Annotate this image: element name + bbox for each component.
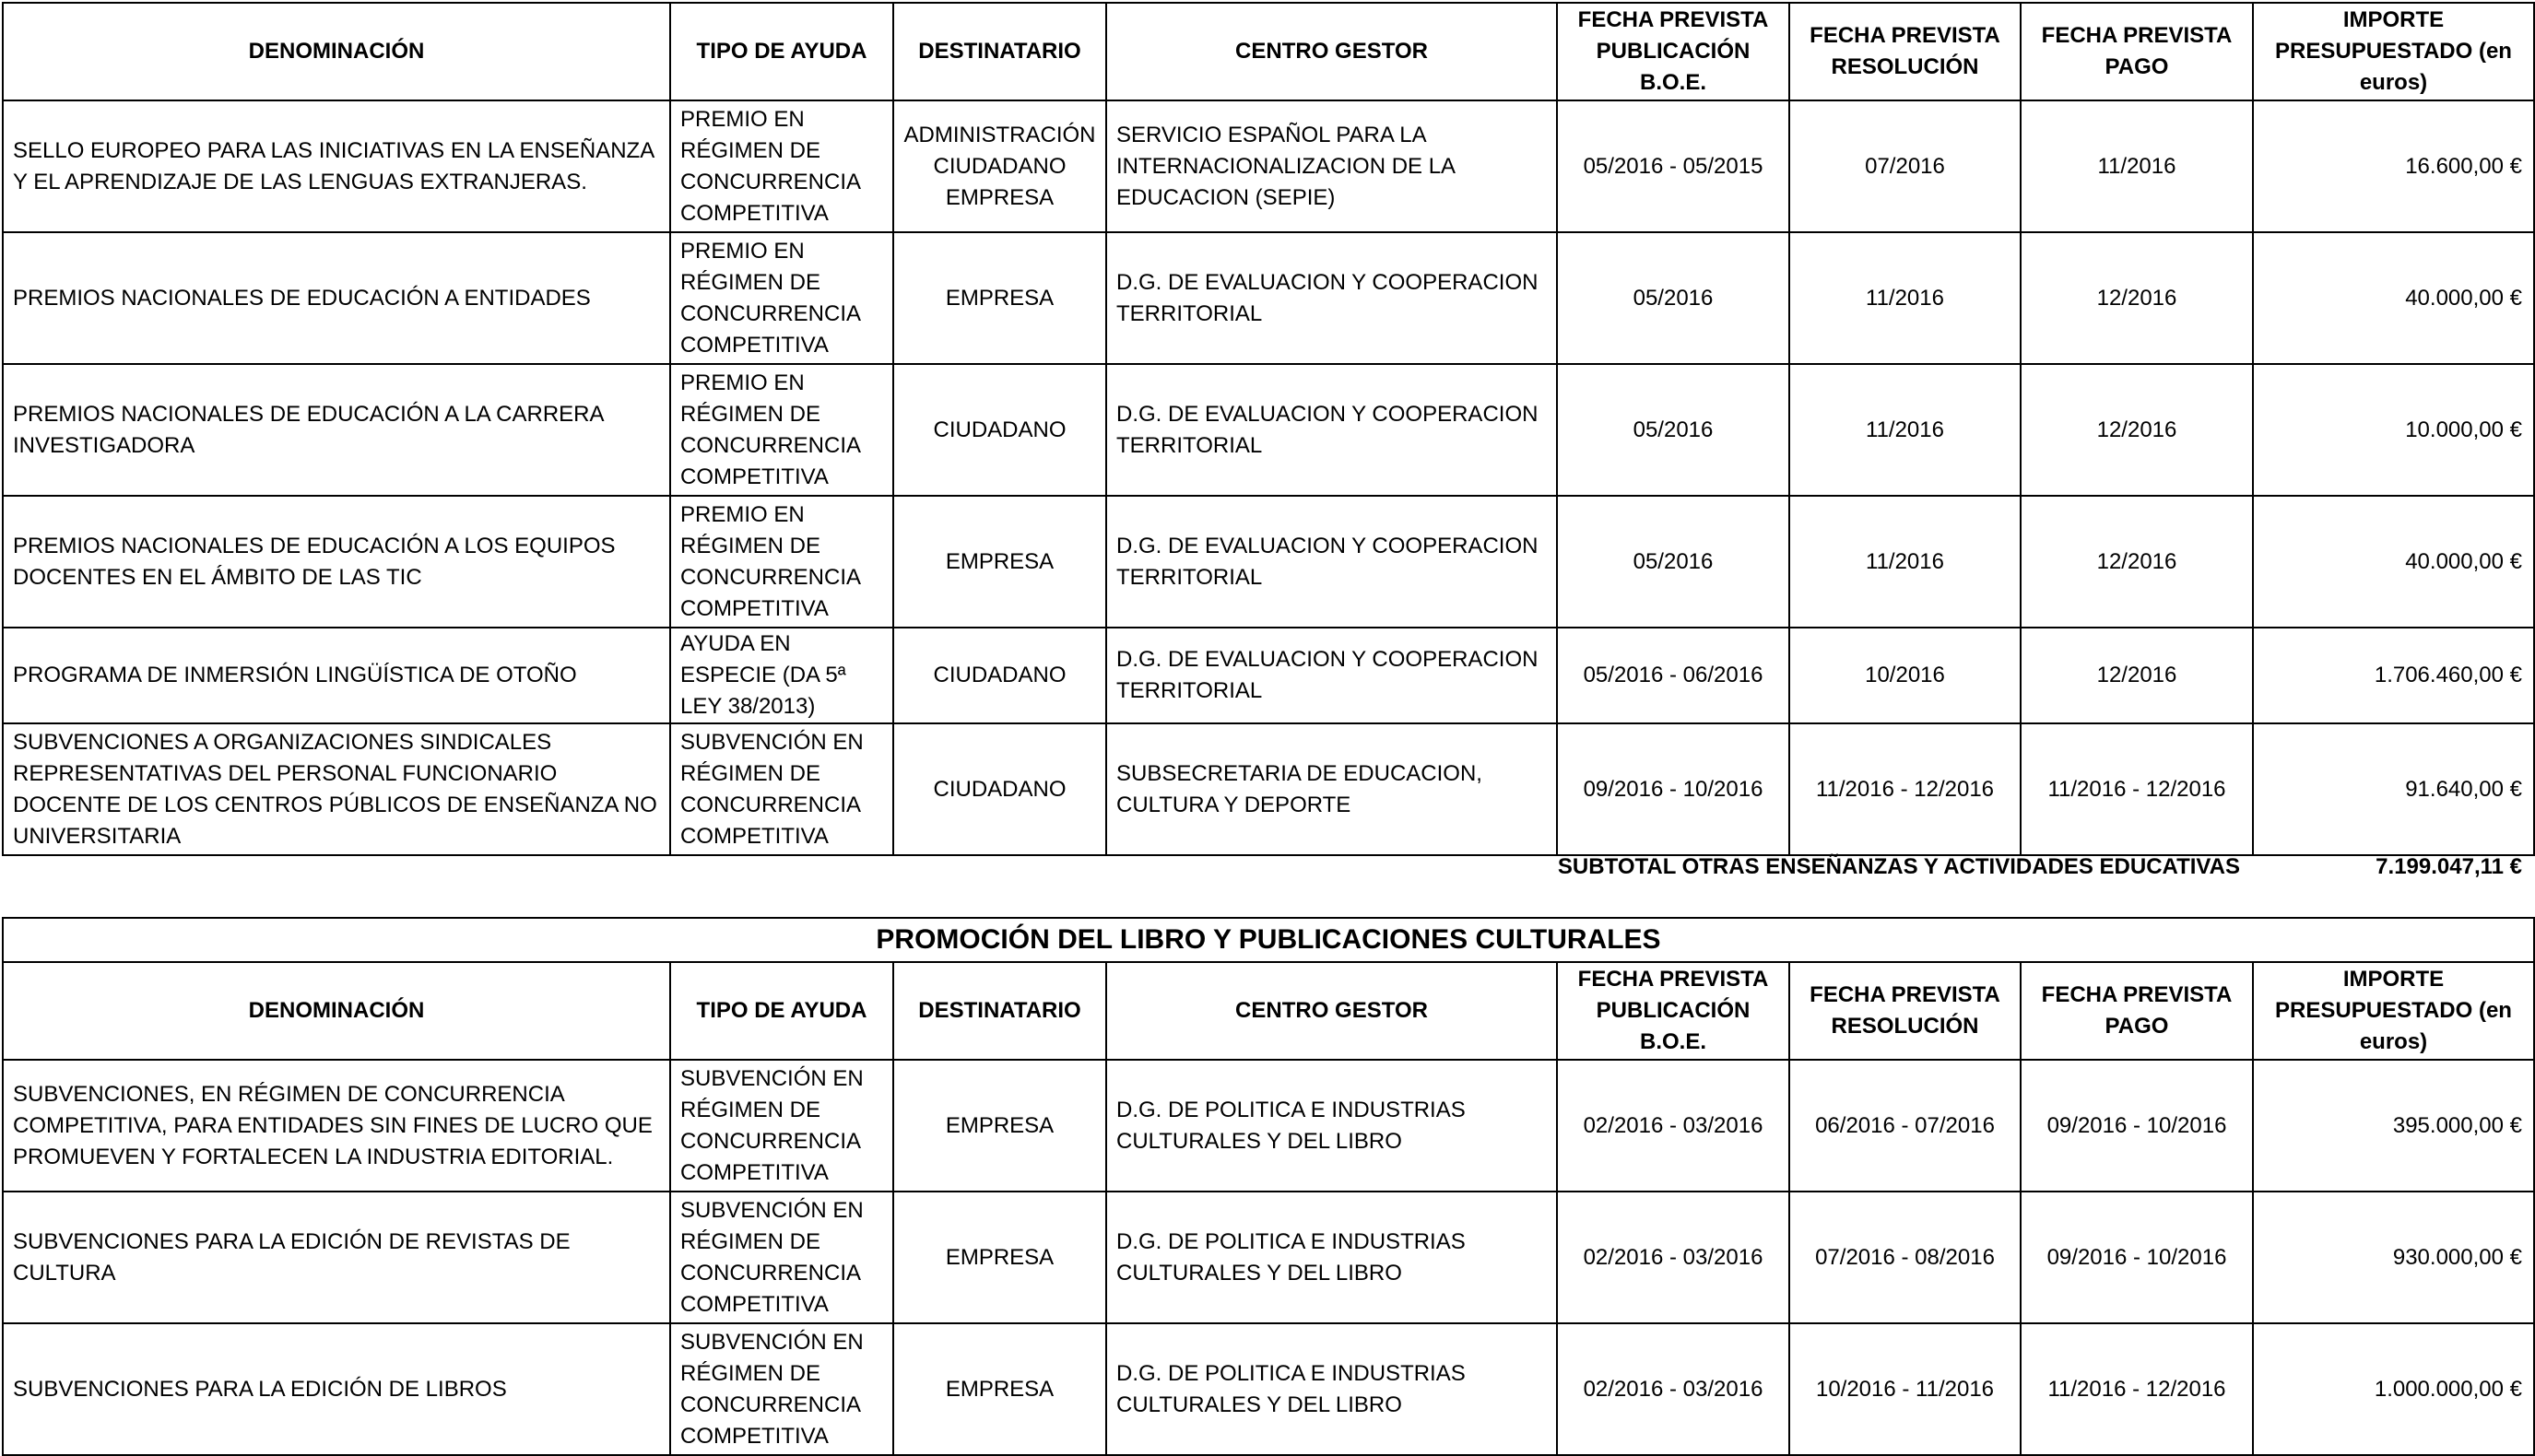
header-importe: IMPORTE PRESUPUESTADO (en euros) — [2253, 962, 2534, 1060]
subsidies-table-libro — [2, 917, 2535, 1456]
header-fecha-resolucion: FECHA PREVISTA RESOLUCIÓN — [1789, 962, 2021, 1060]
cell-denominacion: PROGRAMA DE INMERSIÓN LINGÜÍSTICA DE OTOÑO — [3, 628, 670, 723]
cell-fecha-boe: 02/2016 - 03/2016 — [1557, 1192, 1789, 1323]
header-fecha-resolucion: FECHA PREVISTA RESOLUCIÓN — [1789, 3, 2021, 100]
cell-tipo: PREMIO EN RÉGIMEN DE CONCURRENCIA COMPETITIVA — [670, 496, 893, 628]
cell-fecha-pago: 09/2016 - 10/2016 — [2021, 1060, 2253, 1192]
cell-fecha-resolucion: 07/2016 - 08/2016 — [1789, 1192, 2021, 1323]
cell-fecha-resolucion: 07/2016 — [1789, 100, 2021, 232]
table-row — [3, 723, 2534, 855]
table-row — [3, 496, 2534, 628]
header-tipo: TIPO DE AYUDA — [670, 962, 893, 1060]
cell-fecha-resolucion: 11/2016 — [1789, 496, 2021, 628]
cell-destinatario: CIUDADANO — [893, 364, 1106, 496]
cell-centro: D.G. DE EVALUACION Y COOPERACION TERRITORIAL — [1106, 232, 1557, 364]
header-centro: CENTRO GESTOR — [1106, 962, 1557, 1060]
table-header-row — [3, 3, 2534, 100]
cell-fecha-boe: 05/2016 — [1557, 232, 1789, 364]
cell-centro: D.G. DE POLITICA E INDUSTRIAS CULTURALES Y DEL LIBRO — [1106, 1060, 1557, 1192]
header-tipo: TIPO DE AYUDA — [670, 3, 893, 100]
header-destinatario: DESTINATARIO — [893, 3, 1106, 100]
cell-denominacion: SUBVENCIONES, EN RÉGIMEN DE CONCURRENCIA COMPETITIVA, PARA ENTIDADES SIN FINES DE LUCRO QUE PROMUEVEN Y FORTALECEN LA INDUSTRIA EDITORIAL. — [3, 1060, 670, 1192]
cell-destinatario: EMPRESA — [893, 1192, 1106, 1323]
cell-fecha-pago: 11/2016 — [2021, 100, 2253, 232]
cell-destinatario: EMPRESA — [893, 232, 1106, 364]
subsidies-table-education — [2, 2, 2535, 856]
cell-tipo: SUBVENCIÓN EN RÉGIMEN DE CONCURRENCIA COMPETITIVA — [670, 1323, 893, 1455]
cell-fecha-pago: 12/2016 — [2021, 628, 2253, 723]
cell-importe: 40.000,00 € — [2253, 496, 2534, 628]
subtotal-row — [0, 849, 2535, 889]
cell-destinatario: EMPRESA — [893, 1323, 1106, 1455]
cell-fecha-resolucion: 11/2016 — [1789, 364, 2021, 496]
cell-denominacion: SUBVENCIONES PARA LA EDICIÓN DE REVISTAS DE CULTURA — [3, 1192, 670, 1323]
cell-fecha-pago: 11/2016 - 12/2016 — [2021, 1323, 2253, 1455]
cell-importe: 1.000.000,00 € — [2253, 1323, 2534, 1455]
table-row — [3, 1323, 2534, 1455]
cell-centro: D.G. DE EVALUACION Y COOPERACION TERRITORIAL — [1106, 364, 1557, 496]
header-denominacion: DENOMINACIÓN — [3, 962, 670, 1060]
header-fecha-pago: FECHA PREVISTA PAGO — [2021, 962, 2253, 1060]
cell-destinatario: CIUDADANO — [893, 628, 1106, 723]
cell-denominacion: SUBVENCIONES PARA LA EDICIÓN DE LIBROS — [3, 1323, 670, 1455]
cell-destinatario: ADMINISTRACIÓN CIUDADANO EMPRESA — [893, 100, 1106, 232]
cell-tipo: AYUDA EN ESPECIE (DA 5ª LEY 38/2013) — [670, 628, 893, 723]
subtotal-value: 7.199.047,11 € — [2376, 854, 2522, 879]
section-title-row — [3, 918, 2534, 962]
cell-fecha-pago: 11/2016 - 12/2016 — [2021, 723, 2253, 855]
cell-importe: 1.706.460,00 € — [2253, 628, 2534, 723]
cell-fecha-pago: 12/2016 — [2021, 232, 2253, 364]
cell-fecha-resolucion: 10/2016 — [1789, 628, 2021, 723]
cell-importe: 930.000,00 € — [2253, 1192, 2534, 1323]
cell-destinatario: CIUDADANO — [893, 723, 1106, 855]
subtotal-label: SUBTOTAL OTRAS ENSEÑANZAS Y ACTIVIDADES EDUCATIVAS — [1557, 854, 2240, 879]
cell-tipo: PREMIO EN RÉGIMEN DE CONCURRENCIA COMPETITIVA — [670, 364, 893, 496]
cell-destinatario: EMPRESA — [893, 1060, 1106, 1192]
header-fecha-boe: FECHA PREVISTA PUBLICACIÓN B.O.E. — [1557, 3, 1789, 100]
table-header-row — [3, 962, 2534, 1060]
cell-denominacion: PREMIOS NACIONALES DE EDUCACIÓN A LA CARRERA INVESTIGADORA — [3, 364, 670, 496]
cell-importe: 91.640,00 € — [2253, 723, 2534, 855]
cell-fecha-pago: 12/2016 — [2021, 364, 2253, 496]
header-importe: IMPORTE PRESUPUESTADO (en euros) — [2253, 3, 2534, 100]
table-row — [3, 232, 2534, 364]
cell-centro: D.G. DE EVALUACION Y COOPERACION TERRITORIAL — [1106, 496, 1557, 628]
cell-fecha-resolucion: 11/2016 — [1789, 232, 2021, 364]
header-fecha-boe: FECHA PREVISTA PUBLICACIÓN B.O.E. — [1557, 962, 1789, 1060]
cell-fecha-boe: 05/2016 - 06/2016 — [1557, 628, 1789, 723]
header-fecha-pago: FECHA PREVISTA PAGO — [2021, 3, 2253, 100]
cell-centro: SERVICIO ESPAÑOL PARA LA INTERNACIONALIZACION DE LA EDUCACION (SEPIE) — [1106, 100, 1557, 232]
cell-centro: D.G. DE EVALUACION Y COOPERACION TERRITORIAL — [1106, 628, 1557, 723]
cell-denominacion: PREMIOS NACIONALES DE EDUCACIÓN A LOS EQUIPOS DOCENTES EN EL ÁMBITO DE LAS TIC — [3, 496, 670, 628]
cell-importe: 395.000,00 € — [2253, 1060, 2534, 1192]
cell-importe: 40.000,00 € — [2253, 232, 2534, 364]
cell-tipo: SUBVENCIÓN EN RÉGIMEN DE CONCURRENCIA COMPETITIVA — [670, 1192, 893, 1323]
cell-fecha-boe: 05/2016 - 05/2015 — [1557, 100, 1789, 232]
cell-importe: 10.000,00 € — [2253, 364, 2534, 496]
cell-fecha-boe: 02/2016 - 03/2016 — [1557, 1060, 1789, 1192]
table-row — [3, 1192, 2534, 1323]
cell-destinatario: EMPRESA — [893, 496, 1106, 628]
cell-centro: SUBSECRETARIA DE EDUCACION, CULTURA Y DEPORTE — [1106, 723, 1557, 855]
table-row — [3, 364, 2534, 496]
header-centro: CENTRO GESTOR — [1106, 3, 1557, 100]
cell-importe: 16.600,00 € — [2253, 100, 2534, 232]
cell-fecha-pago: 09/2016 - 10/2016 — [2021, 1192, 2253, 1323]
cell-denominacion: SUBVENCIONES A ORGANIZACIONES SINDICALES REPRESENTATIVAS DEL PERSONAL FUNCIONARIO DOCENTE DE LOS CENTROS PÚBLICOS DE ENSEÑANZA NO UNIVERSITARIA — [3, 723, 670, 855]
cell-fecha-pago: 12/2016 — [2021, 496, 2253, 628]
table-row — [3, 100, 2534, 232]
table-row — [3, 1060, 2534, 1192]
cell-tipo: PREMIO EN RÉGIMEN DE CONCURRENCIA COMPETITIVA — [670, 100, 893, 232]
cell-tipo: PREMIO EN RÉGIMEN DE CONCURRENCIA COMPETITIVA — [670, 232, 893, 364]
cell-fecha-resolucion: 10/2016 - 11/2016 — [1789, 1323, 2021, 1455]
cell-fecha-boe: 09/2016 - 10/2016 — [1557, 723, 1789, 855]
cell-tipo: SUBVENCIÓN EN RÉGIMEN DE CONCURRENCIA COMPETITIVA — [670, 723, 893, 855]
cell-denominacion: SELLO EUROPEO PARA LAS INICIATIVAS EN LA ENSEÑANZA Y EL APRENDIZAJE DE LAS LENGUAS EXTRANJERAS. — [3, 100, 670, 232]
section-title: PROMOCIÓN DEL LIBRO Y PUBLICACIONES CULTURALES — [3, 918, 2534, 962]
table-row — [3, 628, 2534, 723]
header-denominacion: DENOMINACIÓN — [3, 3, 670, 100]
cell-centro: D.G. DE POLITICA E INDUSTRIAS CULTURALES Y DEL LIBRO — [1106, 1323, 1557, 1455]
cell-fecha-boe: 02/2016 - 03/2016 — [1557, 1323, 1789, 1455]
header-destinatario: DESTINATARIO — [893, 962, 1106, 1060]
cell-fecha-resolucion: 06/2016 - 07/2016 — [1789, 1060, 2021, 1192]
cell-fecha-boe: 05/2016 — [1557, 496, 1789, 628]
cell-fecha-resolucion: 11/2016 - 12/2016 — [1789, 723, 2021, 855]
cell-fecha-boe: 05/2016 — [1557, 364, 1789, 496]
cell-centro: D.G. DE POLITICA E INDUSTRIAS CULTURALES Y DEL LIBRO — [1106, 1192, 1557, 1323]
cell-denominacion: PREMIOS NACIONALES DE EDUCACIÓN A ENTIDADES — [3, 232, 670, 364]
cell-tipo: SUBVENCIÓN EN RÉGIMEN DE CONCURRENCIA COMPETITIVA — [670, 1060, 893, 1192]
